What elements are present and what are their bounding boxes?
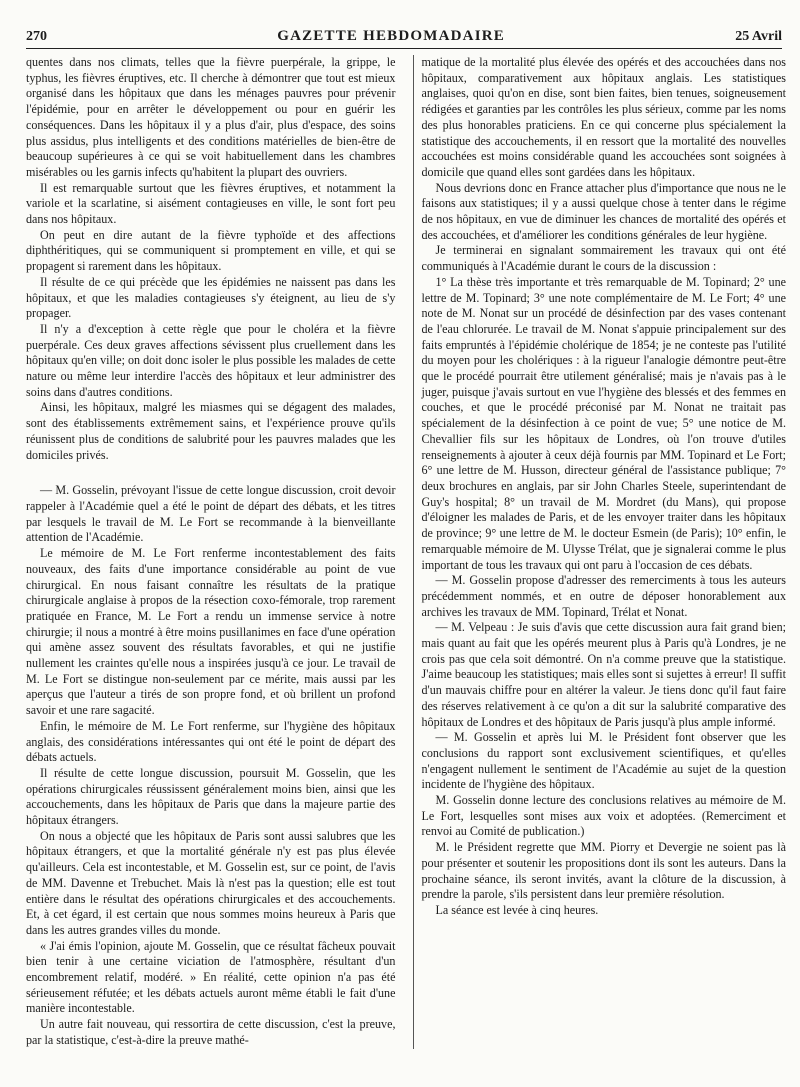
paragraph: M. le Président regrette que MM. Piorry et Devergie ne soient pas là pour présenter et soutenir les propositions dont ils sont les auteurs. Dans la prochaine séance, ils seront invités, avant la clôture de la discussion, à prendre la parole, s'ils persistent dans leur première résolution.	[421, 840, 786, 902]
paragraph: La séance est levée à cinq heures.	[435, 902, 599, 917]
paragraph: — M. Gosselin, prévoyant l'issue de cette longue discussion, croit devoir rappeler à l'Académie quel a été le point de départ des débats, et les titres par lesquels le travail de M. Le Fort se recommande à la bienveillante attention de l'Académie.	[26, 483, 396, 545]
paragraph: matique de la mortalité plus élevée des opérés et des accouchées dans nos hôpitaux, comparativement aux hôpitaux anglais. Les statistiques anglaises, quoi qu'on en dise, sont bien faites, bien tenues, soigneusement rédigées et garanties par les contrôles les plus sérieux, comme par les noms des plus honorables praticiens. En ce qui concerne plus spécialement la statistique des accouchements, il en ressort que la mortalité des nouvelles accouchées est moins considérable quand les accouchées sont soignées à domicile que quand elles sont gardées dans les hôpitaux.	[421, 55, 786, 179]
paragraph: Un autre fait nouveau, qui ressortira de cette discussion, c'est la preuve, par la statistique, c'est-à-dire la preuve mathé-	[26, 1017, 396, 1047]
paragraph: « J'ai émis l'opinion, ajoute M. Gosselin, que ce résultat fâcheux pouvait bien tenir à une certaine viciation de l'atmosphère, résultant d'un encombrement relatif, modéré. » En réalité, cette opinion n'a pas été sérieusement réfutée; et les débats actuels auront même établi le fait d'une manière incontestable.	[26, 938, 396, 1016]
paragraph: — M. Gosselin et après lui M. le Président font observer que les conclusions du rapport sont exclusivement scientifiques, et qu'elles n'engagent nullement le sentiment de l'Académie au sujet de la question incidente de l'hygiène des hôpitaux.	[421, 730, 786, 792]
right-column	[413, 55, 786, 1049]
paragraph: Le mémoire de M. Le Fort renferme incontestablement des faits nouveaux, des faits d'une importance considérable au point de vue chirurgical. En nous faisant connaître les résultats de la pratique chirurgicale anglaise à propos de la résection coxo-fémorale, trop rarement pratiquée en France, M. Le Fort a rendu un immense service à notre chirurgie; il nous a montré à être moins pusillanimes en face d'une opération qui amène assez souvent des résultats favorables, et qui ne justifie nullement les craintes qu'elle nous a inspirées jusqu'à ce jour. Le travail de M. Le Fort se distingue non-seulement par ce mérite, mais aussi par les aperçus que l'auteur a tirés de son propre fond, et où brillent un profond savoir et une rare sagacité.	[26, 546, 396, 718]
paragraph: quentes dans nos climats, telles que la fièvre puerpérale, la grippe, le typhus, les fièvres éruptives, etc. Il cherche à démontrer que tout est mieux organisé dans les hôpitaux que dans les ménages pauvres pour prévenir l'épidémie, pour en arrêter le développement ou pour en guérir les conséquences. Dans les hôpitaux il y a plus d'air, plus d'espace, des soins plus assidus, plus intelligents et des conditions matérielles de bien-être de beaucoup supérieures à ce qui se voit habituellement dans les chambres misérables ou les garnis infects qu'habitent la plupart des ouvriers.	[26, 55, 396, 179]
journal-title: GAZETTE HEBDOMADAIRE	[277, 28, 505, 44]
paragraph: Je terminerai en signalant sommairement les travaux qui ont été communiqués à l'Académie durant le cours de la discussion :	[421, 243, 786, 274]
paragraph: Il est remarquable surtout que les fièvres éruptives, et notamment la variole et la scarlatine, si aisément contagieuses en ville, le sont fort peu dans nos hôpitaux.	[26, 180, 396, 227]
paragraph: Il résulte de ce qui précède que les épidémies ne naissent pas dans les hôpitaux, et que les maladies contagieuses s'y éteignent, au lieu de s'y propager.	[26, 274, 396, 321]
paragraph: Enfin, le mémoire de M. Le Fort renferme, sur l'hygiène des hôpitaux anglais, des considérations intéressantes qui ont été le point de départ des débats actuels.	[26, 718, 396, 765]
paragraph: — M. Velpeau : Je suis d'avis que cette discussion aura fait grand bien; mais quant au fait que les opérés meurent plus à Paris qu'à Londres, je ne crois pas que cela soit démontré. On n'a comme preuve que la statistique. J'aime beaucoup les statistiques; mais elles sont si sujettes à erreur! Il suffit d'un mauvais chiffre pour en altérer la valeur. Je tiens donc qu'il faut faire des réserves relativement à ce qu'on a dit sur la salubrité comparative des hôpitaux de Londres et des hôpitaux de Paris jusqu'à plus ample informé.	[421, 620, 786, 729]
paragraph: Il résulte de cette longue discussion, poursuit M. Gosselin, que les opérations chirurgicales réussissent généralement moins bien, ainsi que les accouchements, dans les hôpitaux de Paris que dans la majeure partie des hôpitaux étrangers.	[26, 765, 396, 828]
paragraph: On peut en dire autant de la fièvre typhoïde et des affections diphthéritiques, qui se communiquent si promptement en ville, et qui se propagent si rarement dans les hôpitaux.	[26, 227, 396, 274]
page-number: 270	[26, 29, 47, 44]
text-columns	[26, 55, 786, 1049]
section-spacer	[26, 463, 395, 483]
issue-date: 25 Avril	[735, 29, 782, 44]
paragraph: On nous a objecté que les hôpitaux de Paris sont aussi salubres que les hôpitaux étrangers, et que la mortalité générale n'y est pas plus élevée qu'ailleurs. Cela est incontestable, et M. Gosselin est, sur ce point, de l'avis de MM. Davenne et Trebuchet. Mais là n'est pas la question; elle est tout entière dans le résultat des opérations chirurgicales et des accouchements. Et, à cet égard, il est certain que nous sommes moins heureux à Paris que dans les autres grandes villes du monde.	[26, 828, 396, 937]
paragraph: 1° La thèse très importante et très remarquable de M. Topinard; 2° une lettre de M. Topinard; 3° une note complémentaire de M. Le Fort; 4° une note de M. Nonat sur un procédé de désinfection par des vases contenant de l'eau chlorurée. Le travail de M. Nonat s'appuie principalement sur des faits empruntés à l'épidémie cholérique de 1854; je ne conteste pas l'utilité du moyen pour les cholériques : à la rigueur l'analogie démontre peut-être que le procédé pourrait être utilement généralisé; mais je n'avais pas à le juger, puisque j'avais surtout en vue l'hygiène des blessés et des femmes en couches, et que le procédé préconisé par M. Nonat ne traitait pas spécialement de la désinfection à ce point de vue; 5° une notice de M. Chevallier fils sur les hôpitaux de Londres, où l'on trouve d'utiles renseignements à ajouter à ceux déjà fournis par MM. Topinard et Le Fort; 6° une lettre de M. Husson, directeur général de l'assistance publique; 7° deux brochures en anglais, par sir John Charles Steele, superintendant de Guy's hospital; 8° un travail de M. Mordret (du Mans), qui propose d'éloigner les malades de Paris, et de les envoyer traiter dans les hôpitaux de province; 9° une lettre de M. le docteur Esmein (de Paris); 10° enfin, le remarquable mémoire de M. Ulysse Trélat, que je signalerai comme le plus important de tous les travaux qui ont paru à l'occasion de ces débats.	[421, 274, 786, 572]
paragraph: Nous devrions donc en France attacher plus d'importance que nous ne le faisons aux statistiques; il y a aussi quelque chose à tenter dans le régime de nos hôpitaux, en vue de diminuer les chances de mortalité des opérés et des accouchées, et d'améliorer les conditions générales de leur hygiène.	[421, 180, 786, 242]
paragraph: Il n'y a d'exception à cette règle que pour le choléra et la fièvre puerpérale. Ces deux graves affections sévissent plus cruellement dans les hôpitaux qu'en ville; on doit donc isoler le plus possible les malades de cette nature ou même leur interdire l'accès des hôpitaux et leur administrer des soins dans d'autres conditions.	[26, 321, 396, 399]
paragraph: M. Gosselin donne lecture des conclusions relatives au mémoire de M. Le Fort, lesquelles sont mises aux voix et adoptées. (Remerciment et renvoi au Comité de publication.)	[421, 793, 786, 839]
left-column	[26, 55, 395, 1049]
paragraph: — M. Gosselin propose d'adresser des remerciments à tous les auteurs précédemment nommés, et en outre de déposer honorablement aux archives les travaux de MM. Topinard, Trélat et Nonat.	[421, 573, 786, 619]
paragraph: Ainsi, les hôpitaux, malgré les miasmes qui se dégagent des malades, sont des établissements extrêmement sains, et l'expérience prouve qu'ils réunissent plus de conditions de salubrité pour les pauvres malades que les domiciles privés.	[26, 400, 396, 462]
page-header	[26, 28, 782, 49]
